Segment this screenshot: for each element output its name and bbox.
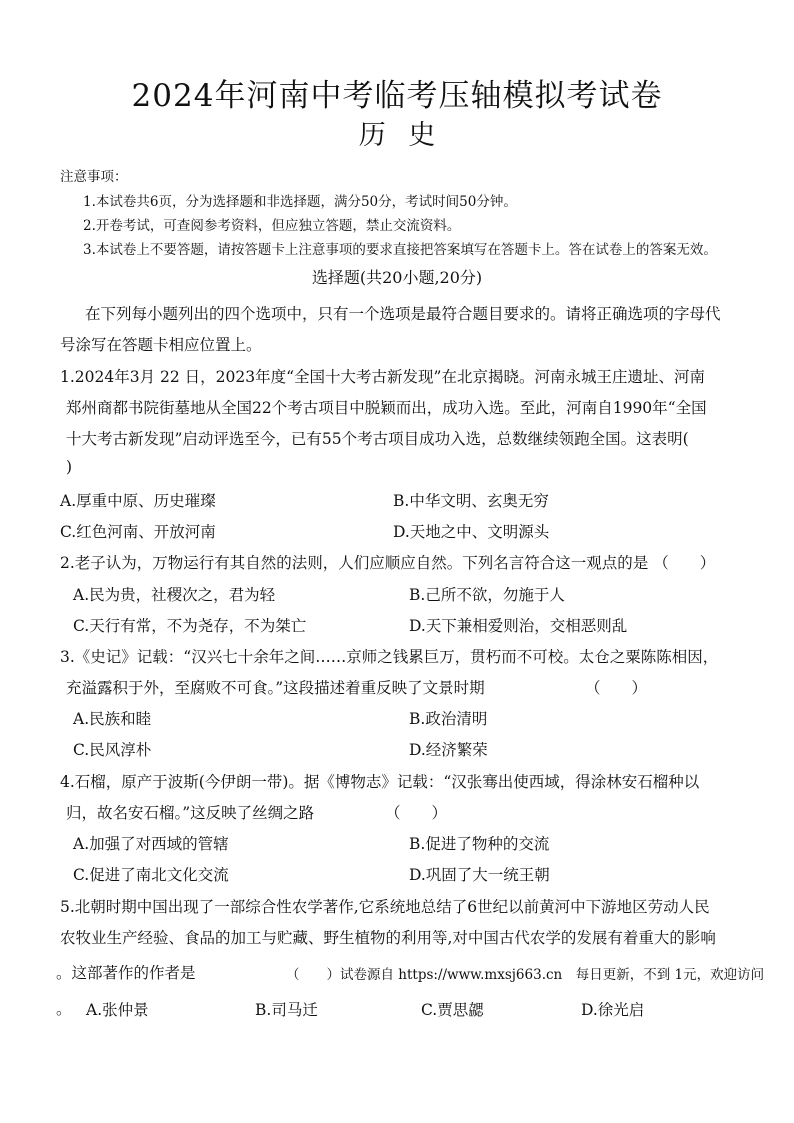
question-5-text: 农牧业生产经验、食品的加工与贮藏、野生植物的利用等,对中国古代农学的发展有着重大的影响 [60, 929, 716, 947]
exam-title: 2024年河南中考临考压轴模拟考试卷 [131, 78, 663, 114]
question-1-option-a: A.厚重中原、历史璀璨 [60, 492, 216, 510]
question-3-option-d: D.经济繁荣 [409, 741, 488, 759]
notice-item: 3.本试卷上不要答题，请按答题卡上注意事项的要求直接把答案填写在答题卡上。答在试卷上的答案无效。 [83, 242, 717, 258]
question-4-text: 4.石榴，原产于波斯(今伊朗一带)。据《博物志》记载：“汉张骞出使西域，得涂林安石榴种以 [60, 773, 700, 791]
notice-item: 1.本试卷共6页，分为选择题和非选择题，满分50分，考试时间50分钟。 [83, 194, 517, 210]
question-2-option-d: D.天下兼相爱则治，交相恶则乱 [409, 617, 628, 635]
notice-label: 注意事项： [60, 169, 128, 185]
question-5-text: 。这部著作的作者是 [56, 964, 196, 982]
notice-item: 2.开卷考试，可查阅参考资料，但应独立答题，禁止交流资料。 [83, 218, 461, 234]
question-1-option-d: D.天地之中、文明源头 [393, 523, 550, 541]
question-2-option-b: B.己所不欲，勿施于人 [409, 586, 565, 604]
question-5-text: 5.北朝时期中国出现了一部综合性农学著作,它系统地总结了6世纪以前黄河中下游地区劳动人民 [60, 898, 710, 916]
section-title: 选择题(共20小题,20分) [311, 268, 483, 287]
question-1-text: 1.2024年3月 22 日，2023年度“全国十大考古新发现”在北京揭晓。河南永城王庄遗址、河南 [60, 368, 705, 386]
question-3-option-a: A.民族和睦 [73, 710, 152, 728]
question-1-answer-paren: ) [66, 458, 73, 476]
question-2-text: 2.老子认为，万物运行有其自然的法则，人们应顺应自然。下列名言符合这一观点的是 （ ） [60, 554, 716, 572]
section-instruction: 在下列每小题列出的四个选项中，只有一个选项是最符合题目要求的。请将正确选项的字母代 [85, 305, 721, 323]
question-4-text: 归，故名安石榴。”这反映了丝绸之路 [66, 804, 315, 822]
question-5-option-b: B.司马迁 [255, 1001, 318, 1019]
question-4-option-c: C.促进了南北文化交流 [73, 866, 229, 884]
question-3-option-c: C.民风淳朴 [73, 741, 152, 759]
question-2-option-c: C.天行有常，不为尧存，不为桀亡 [73, 617, 307, 635]
question-3-text: 3.《史记》记载：“汉兴七十余年之间……京师之钱累巨万，贯朽而不可校。太仓之粟陈陈相因， [60, 648, 719, 666]
question-3-answer-paren: （ ） [585, 679, 648, 697]
subject-title: 历 史 [358, 120, 436, 151]
question-3-text: 充溢露积于外，至腐败不可食。”这段描述着重反映了文景时期 [66, 679, 485, 697]
question-3-option-b: B.政治清明 [409, 710, 488, 728]
question-2-option-a: A.民为贵，社稷次之，君为轻 [73, 586, 276, 604]
question-1-text: 郑州商都书院街墓地从全国22个考古项目中脱颖而出，成功入选。至此，河南自1990年“全国 [66, 399, 707, 417]
section-instruction: 号涂写在答题卡相应位置上。 [60, 336, 262, 354]
question-4-answer-paren: （ ） [385, 804, 448, 822]
question-4-option-b: B.促进了物种的交流 [409, 835, 550, 853]
question-5-option-a: A.张仲景 [86, 1001, 149, 1019]
question-1-option-c: C.红色河南、开放河南 [60, 523, 216, 541]
question-5-option-d: D.徐光启 [581, 1001, 645, 1019]
question-4-option-d: D.巩固了大一统王朝 [409, 866, 550, 884]
question-1-text: 十大考古新发现”启动评选至今，已有55个考古项目成功入选，总数继续领跑全国。这表明( [66, 430, 689, 448]
question-4-option-a: A.加强了对西域的管辖 [73, 835, 229, 853]
question-5-source-note: （ ）试卷源自 https://www.mxsj663.cn 每日更新，不到 1元，欢迎访问 [286, 967, 765, 983]
question-5-option-c: C.贾思勰 [421, 1001, 484, 1019]
question-1-option-b: B.中华文明、玄奥无穷 [393, 492, 549, 510]
question-5-text: 。 [56, 1000, 72, 1018]
